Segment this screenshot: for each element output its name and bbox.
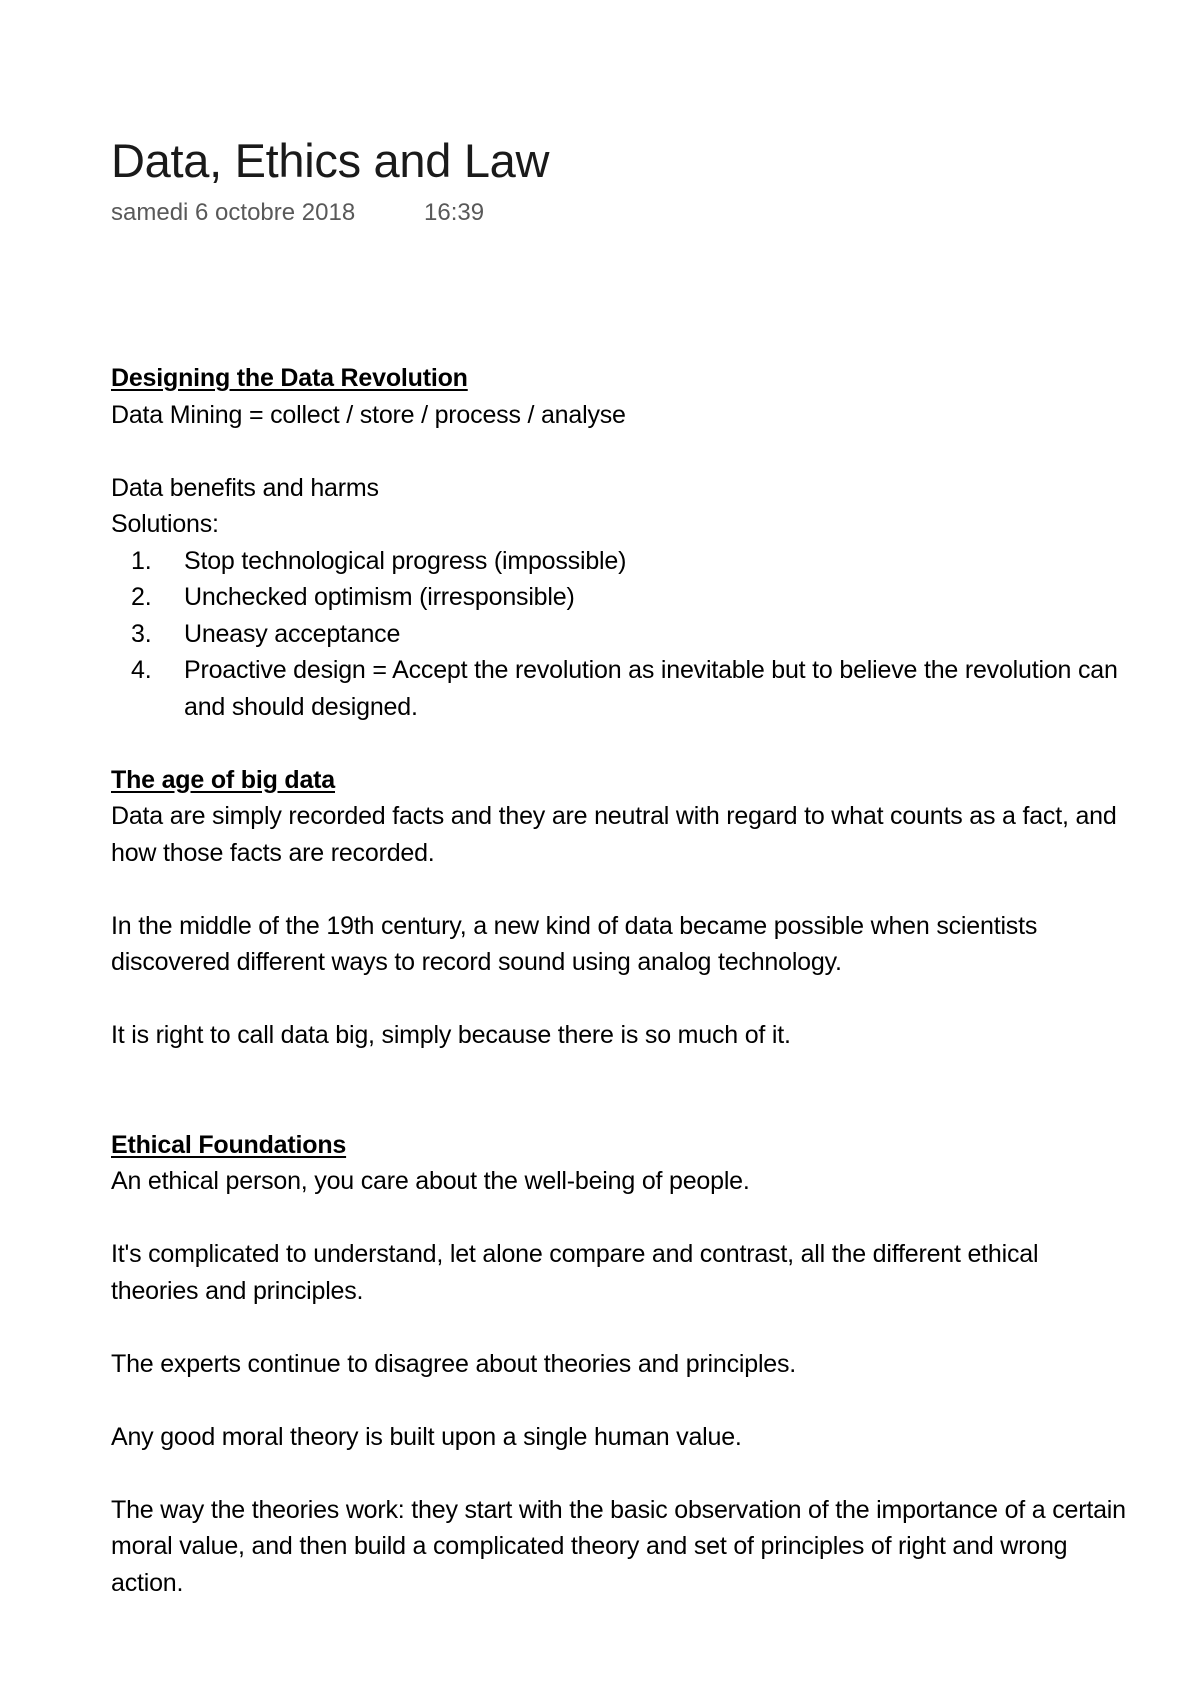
list-item [111,579,1131,616]
list-item-number: 4. [131,656,152,684]
note-page [111,128,1131,1601]
list-item [111,543,1131,580]
paragraph: Solutions: [111,510,219,538]
paragraph: The way the theories work: they start with the basic observation of the importance of a certain moral value, and then build a complicated theory and set of principles of right and wrong action. [111,1495,1126,1597]
note-content [111,360,1131,1601]
paragraph: It is right to call data big, simply because there is so much of it. [111,1021,791,1049]
list-item-number: 2. [131,583,152,611]
section-heading-ethical-foundations: Ethical Foundations [111,1130,347,1159]
page-title: Data, Ethics and Law [111,134,550,187]
paragraph: Data are simply recorded facts and they are neutral with regard to what counts as a fact, and how those facts are recorded. [111,802,1117,867]
page-date: samedi 6 octobre 2018 [111,199,356,226]
paragraph: Data Mining = collect / store / process / analyse [111,400,626,429]
paragraph: Any good moral theory is built upon a single human value. [111,1422,742,1451]
page-time: 16:39 [424,199,485,226]
section-heading-big-data: The age of big data [111,765,335,794]
paragraph: The experts continue to disagree about theories and principles. [111,1349,797,1378]
paragraph: In the middle of the 19th century, a new kind of data became possible when scientists discovered different ways to record sound using analog technology. [111,911,1038,976]
list-item-text: Stop technological progress (impossible) [184,546,627,575]
list-item-number: 3. [131,619,152,648]
page-metadata [111,196,1131,230]
list-item-text: Proactive design = Accept the revolution as inevitable but to believe the revolution can and should designed. [184,656,1118,721]
list-item-text: Unchecked optimism (irresponsible) [184,583,575,611]
paragraph: Data benefits and harms [111,473,379,502]
solutions-list [111,543,1131,726]
list-item-number: 1. [131,546,152,575]
paragraph: It's complicated to understand, let alone compare and contrast, all the different ethical theories and principles. [111,1240,1039,1305]
list-item [111,616,1131,653]
section-heading-data-revolution: Designing the Data Revolution [111,364,468,392]
list-item-text: Uneasy acceptance [184,619,401,648]
paragraph: An ethical person, you care about the well-being of people. [111,1167,750,1195]
list-item [111,652,1131,725]
